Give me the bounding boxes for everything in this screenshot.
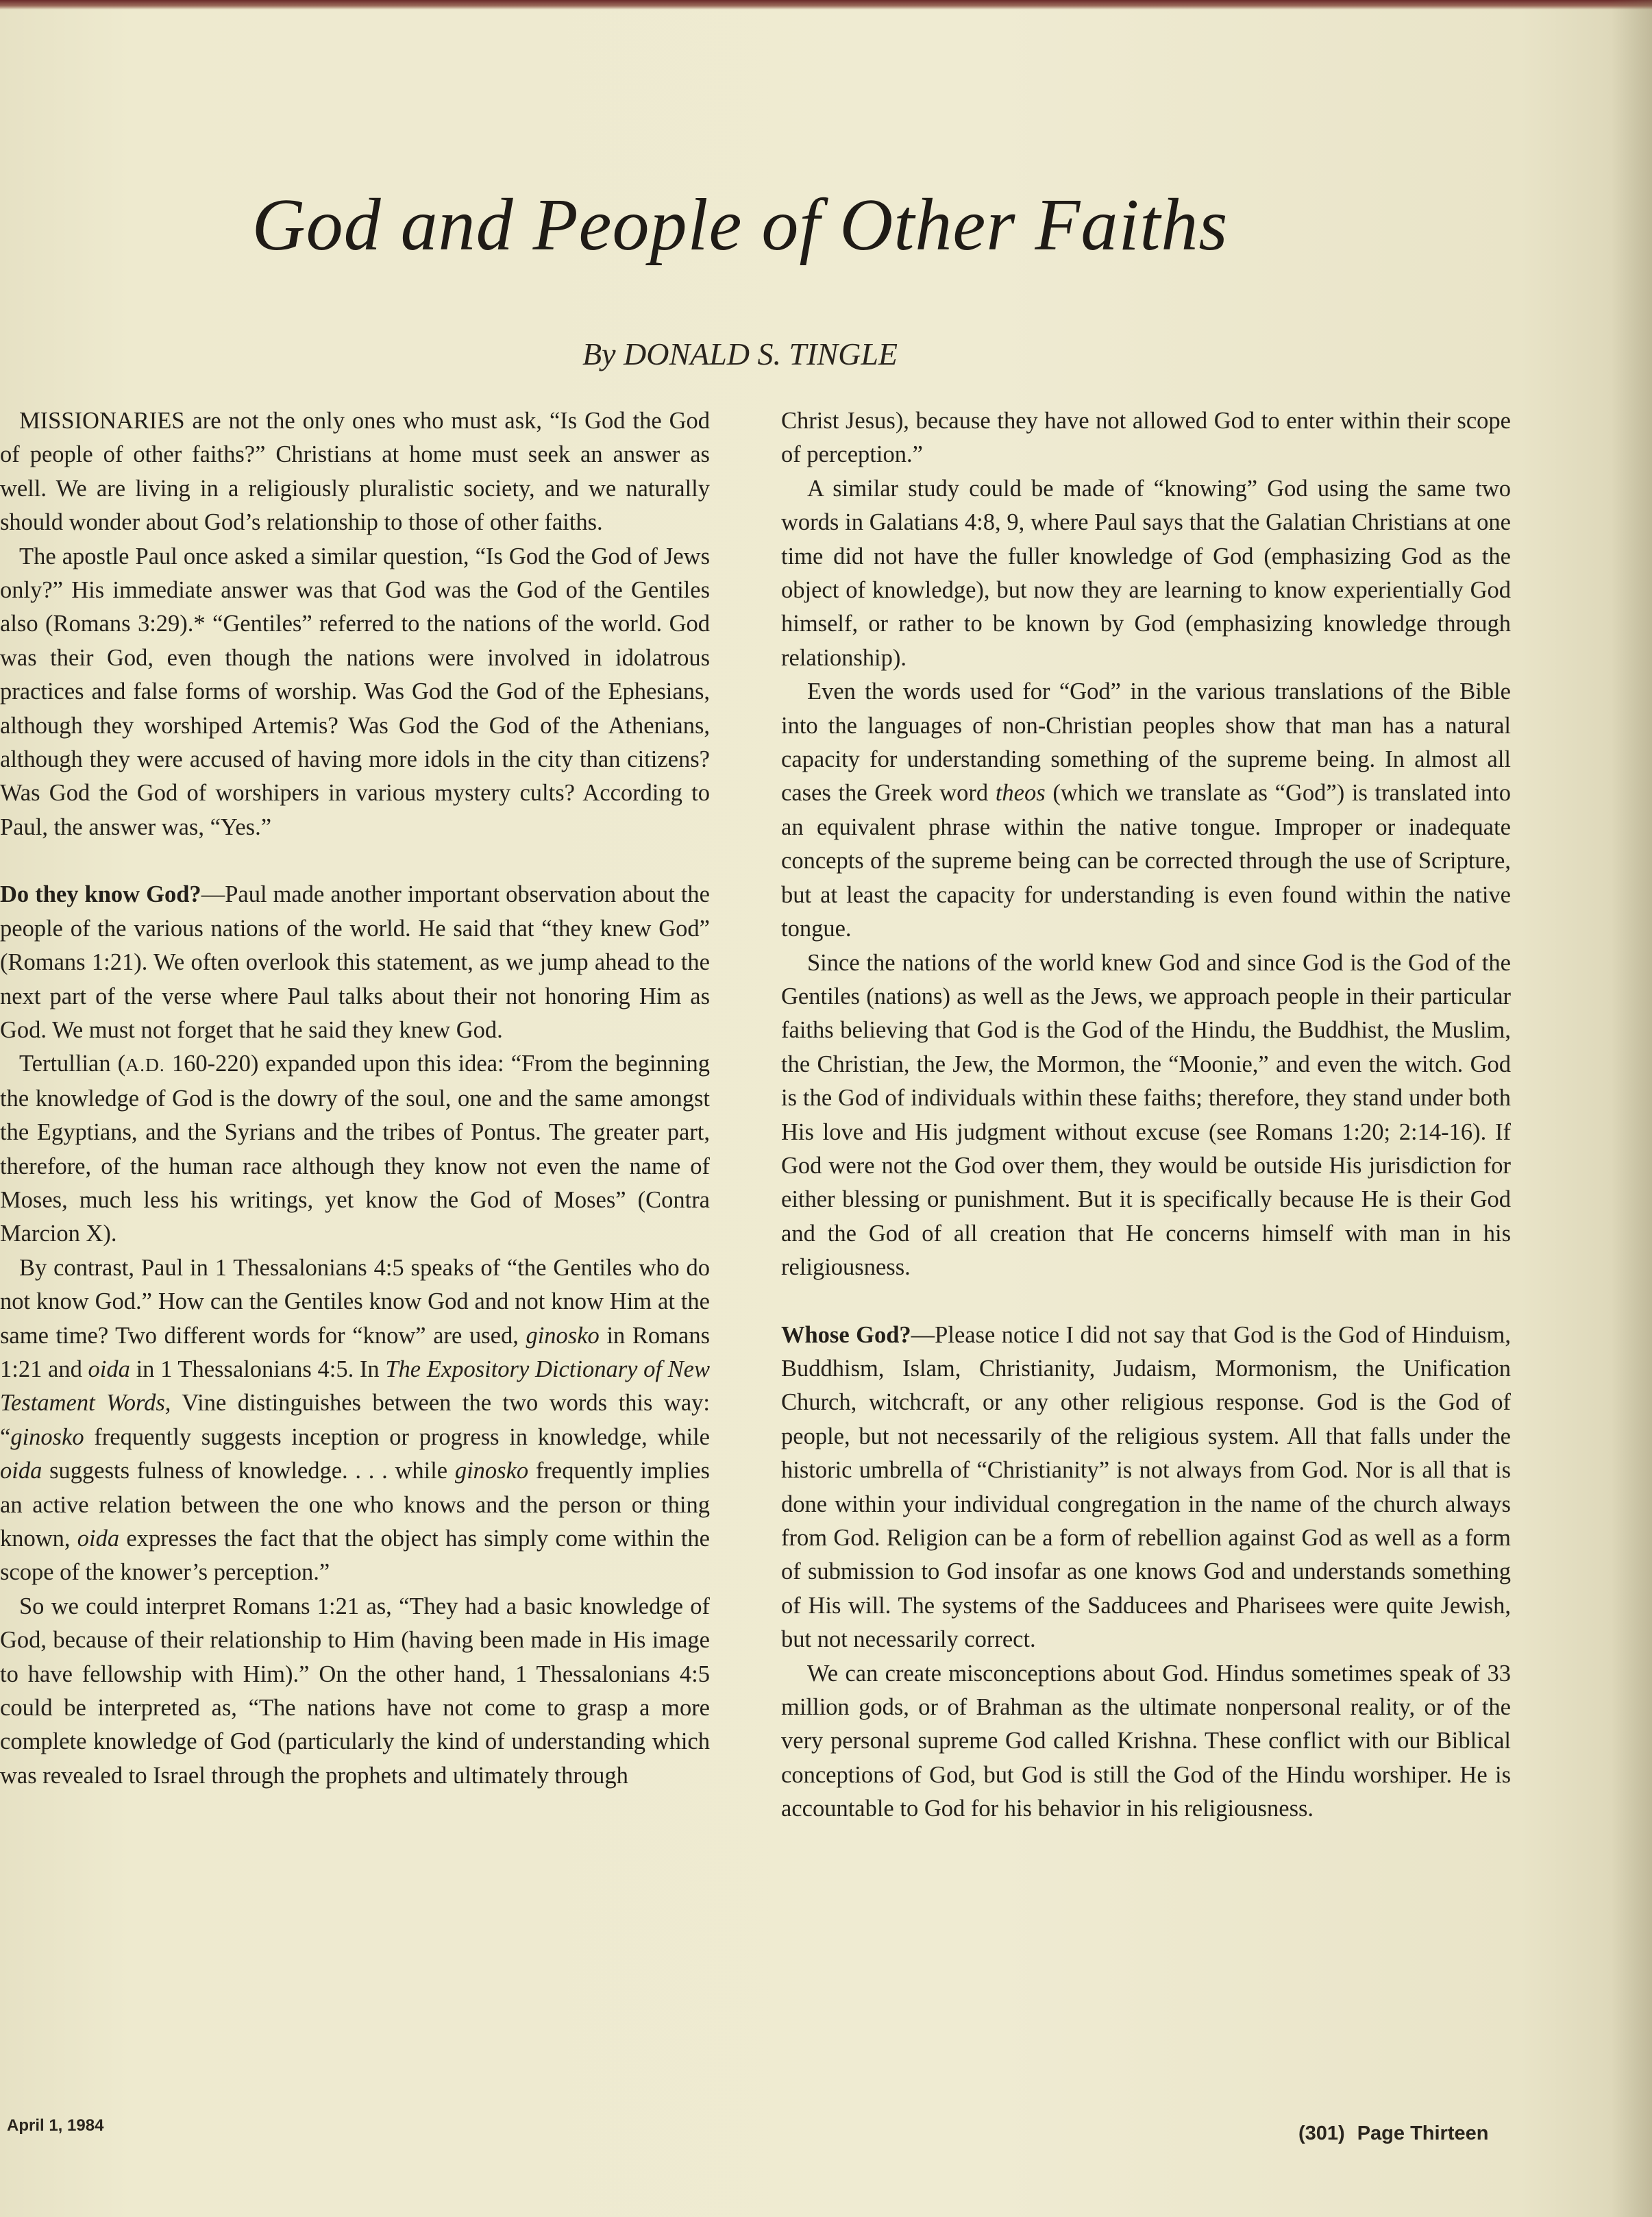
greek-term: oida — [0, 1458, 42, 1484]
paragraph: Since the nations of the world knew God and since God is the God of the Gentiles (nations) as well as the Jews, we approach people in their particular faiths believing that God is the God of the Hindu, the Buddhist, the Muslim, the Christian, the Jew, the Mormon, the “Moonie,” and even the witch. God is the God of individuals within these faiths; therefore, they stand under both His love and His judgment without excuse (see Romans 1:20; 2:14-16). If God were not the God over them, they would be outside His jurisdiction for either blessing or punishment. But it is specifically because He is their God and the God of all creation that He concerns himself with man in his religiousness. — [781, 949, 1511, 1281]
paragraph — [781, 1319, 1511, 1657]
paragraph: So we could interpret Romans 1:21 as, “They had a basic knowledge of God, because of their relationship to Him (having been made in His image to have fellowship with Him).” On the other hand, 1 Thessalonians 4:5 could be interpreted as, “The nations have not come to grasp a more complete knowledge of God (particularly the kind of understanding which was revealed to Israel through the prophets and ultimately through — [0, 1593, 710, 1789]
page-footer — [1298, 2122, 1488, 2145]
paragraph: Christ Jesus), because they have not allowed God to enter within their scope of perception.” — [781, 408, 1511, 468]
paragraph-text: Tertullian ( — [19, 1051, 126, 1077]
paragraph — [781, 675, 1511, 946]
paragraph: The apostle Paul once asked a similar question, “Is God the God of Jews only?” His immediate answer was that God was the God of the Gentiles also (Romans 3:29).* “Gentiles” referred to the nations of the world. God was their God, even though the nations were involved in idolatrous practices and false forms of worship. Was God the God of the Ephesians, although they worshiped Artemis? Was God the God of the Athenians, although they were accused of having more idols in the city than citizens? Was God the God of worshipers in various mystery cults? According to Paul, the answer was, “Yes.” — [0, 543, 710, 840]
paragraph: MISSIONARIES are not the only ones who must ask, “Is God the God of people of other faiths?” Christians at home must seek an answer as well. We are living in a religiously pluralistic society, and we naturally should wonder about God’s relationship to those of other faiths. — [0, 408, 710, 536]
era-abbreviation: A.D. — [125, 1054, 165, 1076]
paragraph: We can create misconceptions about God. Hindus sometimes speak of 33 million gods, or of Brahman as the ultimate nonpersonal reality, or of the very personal supreme God called Krishna. These conflict with our Biblical conceptions of God, but God is still the God of the Hindu worshiper. He is accountable to God for his behavior in his religiousness. — [781, 1660, 1511, 1822]
paragraph-text: (which we translate as “God”) is translated into an equivalent phrase within the native tongue. Improper or inadequate concepts of the supreme being can be corrected through the use of Scripture, but at least the capacity for understanding is even found within the native tongue. — [781, 780, 1511, 942]
greek-term: oida — [88, 1356, 130, 1382]
paragraph-text: in 1 Thessalonians 4:5. In — [130, 1356, 386, 1382]
left-column — [0, 404, 710, 2077]
paragraph-text: 160-220) expanded upon this idea: “From the beginning the knowledge of God is the dowry of the soul, one and the same amongst the Egyptians, and the Syrians and the tribes of Pontus. The greater part, therefore, of the human race although they know not even the name of Moses, much less his writings, yet know the God of Moses” (Contra Marcion X). — [0, 1051, 710, 1247]
greek-term: ginosko — [454, 1458, 529, 1484]
section-heading: Whose God? — [781, 1321, 911, 1348]
paragraph-text: suggests fulness of knowledge. . . . while — [42, 1458, 455, 1484]
greek-term: ginosko — [526, 1322, 600, 1349]
greek-term: theos — [995, 780, 1046, 807]
greek-term: ginosko — [10, 1423, 84, 1450]
paragraph-text: frequently implies an active relation between the one who knows and the person or thing known, — [0, 1458, 710, 1552]
article-title: God and People of Other Faiths — [251, 184, 1229, 266]
paragraph-text: By contrast, Paul in 1 Thessalonians 4:5 speaks of “the Gentiles who do not know God.” How can the Gentiles know God and not know Him at the same time? Two different words for “know” are used, — [0, 1254, 710, 1349]
right-column — [781, 404, 1511, 2090]
paragraph-text: Even the words used for “God” in the various translations of the Bible into the languages of non-Christian peoples show that man has a natural capacity for understanding something of the supreme being. In almost all cases the Greek word — [781, 678, 1511, 807]
paragraph-text: in Romans 1:21 and — [0, 1322, 710, 1382]
page-code: (301) — [1298, 2122, 1345, 2144]
section-heading: Do they know God? — [0, 881, 201, 908]
page-top-edge — [0, 0, 1652, 10]
page-number-label: Page Thirteen — [1357, 2122, 1489, 2144]
paragraph-text: expresses the fact that the object has simply come within the scope of the knower’s perception.” — [0, 1526, 710, 1586]
article-byline: By DONALD S. TINGLE — [582, 336, 898, 371]
paragraph — [0, 1047, 710, 1251]
paragraph-text: Vine distinguishes between the two words this way: “ — [0, 1390, 710, 1450]
book-title: The Expository Dictionary of New Testament Words, — [0, 1356, 710, 1417]
paragraph-text: frequently suggests inception or progress in knowledge, while — [84, 1423, 710, 1450]
greek-term: oida — [77, 1526, 120, 1552]
page-binding-shadow — [1611, 0, 1652, 2217]
paragraph-text: —Paul made another important observation about the people of the various nations of the world. He said that “they knew God” (Romans 1:21). We often overlook this statement, as we jump ahead to the next part of the verse where Paul talks about their not honoring Him as God. We must not forget that he said they knew God. — [0, 881, 710, 1043]
paragraph: A similar study could be made of “knowing” God using the same two words in Galatians 4:8, 9, where Paul says that the Galatian Christians at one time did not have the fuller knowledge of God (emphasizing God as the object of knowledge), but now they are learning to know experientially God himself, or rather to be known by God (emphasizing knowledge through relationship). — [781, 475, 1511, 671]
issue-date: April 1, 1984 — [7, 2116, 104, 2135]
paragraph — [0, 1251, 710, 1590]
paragraph — [0, 878, 710, 1047]
paragraph-text: —Please notice I did not say that God is the God of Hinduism, Buddhism, Islam, Christianity, Judaism, Mormonism, the Unification Church, witchcraft, or any other religious response. God is the God of people, but not necessarily of the religious system. All that falls under the historic umbrella of “Christianity” is not always from God. Nor is all that is done within your individual congregation in the name of the church always from God. Religion can be a form of rebellion against God as well as a form of submission to God insofar as one knows God and understands something of His will. The systems of the Sadducees and Pharisees were quite Jewish, but not necessarily correct. — [781, 1321, 1511, 1653]
